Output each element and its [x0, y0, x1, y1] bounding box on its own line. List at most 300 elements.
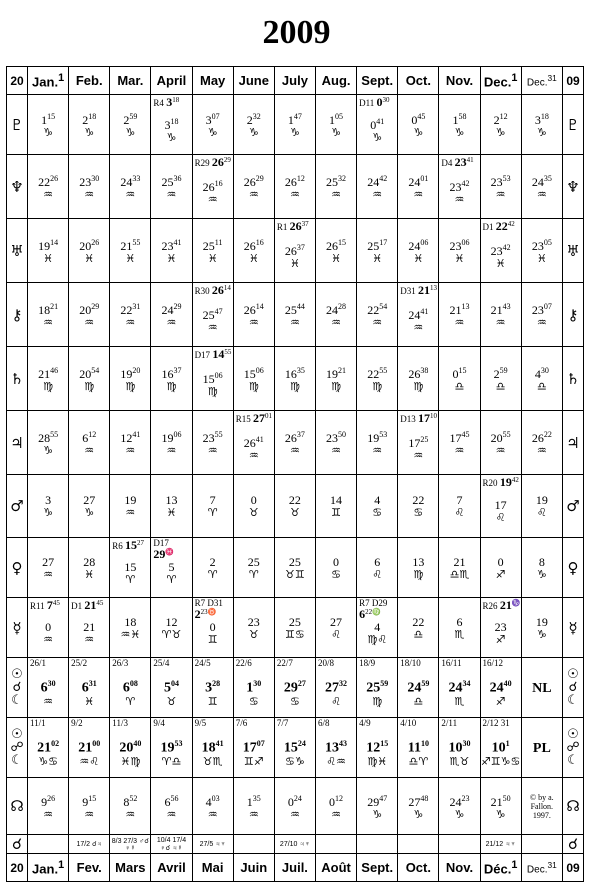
position-value: 13 [165, 493, 178, 507]
cell [398, 778, 439, 835]
sign-glyph: ♋ [331, 567, 341, 581]
position-value: $23^{53}$ [490, 174, 511, 189]
sign-glyph: ♒ [166, 316, 177, 329]
month-header: Mars [110, 854, 151, 882]
aspect-cell [398, 835, 439, 854]
cell [192, 598, 233, 658]
position-value: $23^{50}$ [326, 430, 347, 445]
cell [28, 95, 69, 155]
sign-glyph: ♑ [84, 506, 95, 519]
position-value: 22 [288, 493, 301, 507]
position-value: $21^{43}$ [490, 302, 511, 317]
sign-glyph: ♒ [413, 321, 424, 334]
date-note: 26/1 [30, 658, 47, 668]
sign-glyph: ♒ [84, 316, 95, 329]
sign-glyph: ♒ [207, 444, 218, 457]
position-value: 19 [535, 493, 548, 507]
position-value: $25^{36}$ [161, 174, 182, 189]
position-value: 23 [247, 614, 260, 629]
month-header: Mai [192, 854, 233, 882]
sign-glyph: ♒ [43, 807, 53, 821]
sign-glyph: ♓ [84, 252, 95, 265]
station-note: R7 D31 $2^{23♉}$ [194, 598, 223, 621]
planet-symbol-right: ☿ [563, 598, 584, 658]
sign-glyph: ♒ [43, 188, 53, 201]
sign-glyph: ♈♉ [161, 627, 182, 641]
cell [274, 538, 315, 598]
cell [192, 778, 233, 835]
sign-glyph: ♒ [248, 449, 259, 462]
sign-glyph: ♉♏ [202, 754, 223, 768]
cell [521, 538, 562, 598]
position-value: $15^{06}$ [202, 371, 223, 386]
sign-glyph: ♒ [536, 188, 547, 201]
cell [110, 347, 151, 411]
cell [439, 718, 480, 778]
position-value: $18^{41}$ [201, 739, 224, 756]
sign-glyph: ♈ [207, 567, 218, 581]
sign-glyph: ♏ [454, 627, 465, 641]
position-value: $16^{37}$ [161, 366, 182, 381]
sign-glyph: ♎ [413, 627, 424, 641]
cell [480, 658, 521, 718]
station-note: D1 $21^{45}$ [71, 598, 104, 612]
cell [521, 95, 562, 155]
sign-glyph: ♓ [413, 252, 424, 265]
station-note: R7 D29 $6^{22♍}$ [359, 598, 388, 621]
station-note: R20 $19^{42}$ [482, 475, 519, 489]
cell [315, 475, 356, 538]
planet-symbol-right: ⚷ [563, 283, 584, 347]
aspect-cell [521, 835, 562, 854]
sign-glyph: ♈ [207, 506, 218, 519]
cell [28, 475, 69, 538]
ephemeris-table [6, 66, 584, 882]
position-value: $0^{45}$ [411, 112, 426, 127]
position-value: 3 [45, 493, 52, 507]
sign-glyph: ♒ [372, 188, 383, 201]
cell [69, 598, 110, 658]
date-note: 25/4 [153, 658, 170, 668]
month-header: Nov. [439, 854, 480, 882]
sign-glyph: ♐ [495, 632, 506, 646]
cell [521, 283, 562, 347]
sign-glyph: ♐♊♑♋ [480, 754, 521, 768]
cell [357, 95, 398, 155]
sign-glyph: ♒ [207, 807, 218, 821]
position-value: $29^{47}$ [367, 793, 388, 809]
position-value: $24^{29}$ [161, 302, 182, 317]
cell [398, 658, 439, 718]
cell-label: PL [532, 740, 551, 756]
position-value: $13^{43}$ [325, 739, 348, 756]
position-value: $26^{37}$ [284, 430, 305, 445]
aspect-cell: 8/3 27/3 ♂☌ ♀☿ [110, 835, 151, 854]
position-value: $16^{35}$ [284, 366, 305, 381]
month-header: Nov. [439, 67, 480, 95]
sign-glyph: ♒ [536, 444, 547, 457]
position-value: $19^{53}$ [367, 430, 388, 445]
cell [233, 718, 274, 778]
cell [357, 538, 398, 598]
planet-row-saturn [7, 347, 584, 411]
position-value: $23^{07}$ [531, 302, 552, 317]
cell [521, 778, 562, 835]
month-header: Juin [233, 854, 274, 882]
planet-symbol-right: ♀ [563, 538, 584, 598]
cell [521, 155, 562, 219]
cell [110, 95, 151, 155]
cell [274, 658, 315, 718]
aspect-cell: 10/4 17/4 ♀☌ ♃☿ [151, 835, 192, 854]
cell [233, 95, 274, 155]
position-value: $12^{41}$ [120, 430, 141, 445]
position-value: 7 [209, 493, 216, 507]
date-note: 9/5 [194, 718, 207, 728]
sign-glyph: ♋ [248, 694, 259, 708]
position-value: 21 [453, 554, 466, 569]
cell [357, 411, 398, 475]
cell [192, 658, 233, 718]
position-value: 6 [374, 554, 381, 569]
cell [521, 718, 562, 778]
position-value: 15 [124, 559, 137, 574]
aspect-cell: 27/10 ♃♆ [274, 835, 315, 854]
position-value: $1^{30}$ [246, 679, 262, 696]
cell [274, 219, 315, 283]
position-value: $19^{14}$ [38, 238, 59, 253]
cell [315, 598, 356, 658]
sign-glyph: ♊ [331, 506, 341, 519]
cell [439, 283, 480, 347]
cell-label: © by a. Fallon. 1997. [530, 792, 554, 820]
sign-glyph: ♎ [454, 380, 465, 393]
sign-glyph: ♒ [84, 807, 95, 821]
header-row-bottom [7, 854, 584, 882]
position-value: $26^{22}$ [531, 430, 552, 445]
position-value: 28 [83, 554, 96, 569]
position-value: $6^{30}$ [40, 679, 56, 696]
month-header: Avril [151, 854, 192, 882]
cell [110, 155, 151, 219]
position-value: $6^{12}$ [82, 430, 97, 445]
position-value: $2^{59}$ [493, 366, 508, 381]
cell [28, 411, 69, 475]
sign-glyph: ♓ [125, 252, 136, 265]
cell [192, 538, 233, 598]
sign-glyph: ♍ [125, 380, 136, 393]
sign-glyph: ♋ [289, 694, 300, 708]
month-header: Dec.$^{31}$ [521, 67, 562, 95]
cell [274, 283, 315, 347]
sign-glyph: ♑ [413, 807, 424, 821]
sign-glyph: ♒ [495, 316, 506, 329]
position-value: 0 [333, 554, 340, 569]
position-value: 18 [124, 614, 137, 629]
cell [480, 718, 521, 778]
cell [274, 598, 315, 658]
position-value: $15^{06}$ [243, 366, 264, 381]
position-value: $21^{13}$ [449, 302, 470, 317]
date-note: 26/3 [112, 658, 129, 668]
date-note: 20/8 [317, 658, 334, 668]
position-value: $29^{27}$ [283, 679, 306, 696]
cell [69, 347, 110, 411]
cell-label: NL [532, 680, 552, 696]
month-header: April [151, 67, 192, 95]
sign-glyph: ♏ [454, 694, 465, 708]
sign-glyph: ♈♎ [161, 754, 182, 768]
aspect-cell [233, 835, 274, 854]
cell [521, 658, 562, 718]
planet-row-neptune [7, 155, 584, 219]
sign-glyph: ♉ [166, 694, 177, 708]
sign-glyph: ♍ [331, 380, 341, 393]
sign-glyph: ♒ [43, 632, 53, 646]
sign-glyph: ♐ [495, 694, 506, 708]
sign-glyph: ♒ [248, 807, 259, 821]
sign-glyph: ♓ [84, 567, 95, 581]
planet-symbol-right: ☉ ☌ ☾ [563, 658, 584, 718]
date-note: 7/7 [276, 718, 289, 728]
cell [233, 598, 274, 658]
sign-glyph: ♒ [536, 316, 547, 329]
sign-glyph: ♍ [372, 694, 383, 708]
sign-glyph: ♓ [495, 257, 506, 270]
month-header: July [274, 67, 315, 95]
position-value: $3^{18}$ [534, 112, 549, 127]
position-value: $12^{15}$ [366, 739, 389, 756]
sign-glyph: ♒♌ [79, 754, 100, 768]
cell [439, 155, 480, 219]
cell [151, 347, 192, 411]
cell [69, 411, 110, 475]
planet-symbol-left: ☿ [7, 598, 28, 658]
cell [315, 778, 356, 835]
sign-glyph: ♍ [413, 567, 424, 581]
cell [110, 219, 151, 283]
cell [480, 598, 521, 658]
planet-row-mercury [7, 598, 584, 658]
station-note: R4 $3^{18}$ [153, 95, 180, 109]
date-note: 25/2 [71, 658, 88, 668]
position-value: 27 [83, 493, 96, 507]
position-value: $8^{52}$ [123, 793, 138, 809]
position-value: $3^{28}$ [205, 679, 221, 696]
planet-symbol-left: ☊ [7, 778, 28, 835]
position-value: $4^{30}$ [534, 366, 549, 381]
cell [357, 718, 398, 778]
position-value: $25^{17}$ [367, 238, 388, 253]
cell [233, 658, 274, 718]
station-note: R1 $26^{37}$ [276, 219, 309, 233]
station-note: R30 $26^{14}$ [194, 283, 231, 297]
cell [233, 283, 274, 347]
sign-glyph: ♎♈ [408, 754, 429, 768]
position-value: $21^{46}$ [38, 366, 59, 381]
month-header: Mar. [110, 67, 151, 95]
cell [439, 411, 480, 475]
position-value: $21^{55}$ [120, 238, 141, 253]
cell [315, 347, 356, 411]
sign-glyph: ♒ [331, 444, 341, 457]
position-value: $1^{47}$ [287, 112, 302, 127]
aspect-symbol-left: ☌ [7, 835, 28, 854]
cell [398, 598, 439, 658]
sign-glyph: ♍ [43, 380, 53, 393]
planet-symbol-left: ♀ [7, 538, 28, 598]
cell [274, 95, 315, 155]
sign-glyph: ♓ [166, 506, 177, 519]
aspect-row [7, 835, 584, 854]
cell [480, 347, 521, 411]
cell [69, 658, 110, 718]
sign-glyph: ♒ [413, 188, 424, 201]
cell [274, 718, 315, 778]
cell [480, 219, 521, 283]
cell [151, 475, 192, 538]
position-value: $22^{55}$ [367, 366, 388, 381]
cell [315, 658, 356, 718]
position-value: $26^{41}$ [243, 435, 264, 450]
sign-glyph: ♊♋ [285, 627, 305, 641]
position-value: $26^{12}$ [284, 174, 305, 189]
planet-symbol-left: ♇ [7, 95, 28, 155]
sign-glyph: ♎ [495, 380, 506, 393]
position-value: $26^{15}$ [326, 238, 347, 253]
cell [315, 95, 356, 155]
sign-glyph: ♍ [84, 380, 95, 393]
position-value: $24^{23}$ [449, 793, 470, 809]
station-note: D11 $0^{30}$ [359, 95, 390, 109]
position-value: 6 [456, 614, 463, 629]
position-value: $22^{26}$ [38, 174, 59, 189]
position-value: $24^{41}$ [408, 307, 429, 322]
cell [480, 778, 521, 835]
month-header: Dec.$^1$ [480, 67, 521, 95]
aspect-cell [28, 835, 69, 854]
station-note: D17 $14^{55}$ [194, 347, 232, 361]
sign-glyph: ♑ [84, 126, 95, 139]
position-value: 22 [412, 493, 425, 507]
position-value: $27^{48}$ [408, 793, 429, 809]
cell [192, 95, 233, 155]
position-value: 4 [374, 493, 381, 507]
cell [110, 718, 151, 778]
header-year-right: 09 [563, 67, 584, 95]
cell [357, 658, 398, 718]
cell [192, 718, 233, 778]
cell [233, 219, 274, 283]
month-header: Sept. [357, 67, 398, 95]
position-value: $22^{54}$ [367, 302, 388, 317]
date-note: 2/12 31 [482, 718, 510, 728]
aspect-symbol-right: ☌ [563, 835, 584, 854]
position-value: $23^{41}$ [161, 238, 182, 253]
position-value: $17^{45}$ [449, 430, 470, 445]
sign-glyph: ♑ [43, 126, 53, 139]
position-value: $24^{59}$ [407, 679, 430, 696]
position-value: $26^{37}$ [284, 243, 305, 258]
sign-glyph: ♓ [454, 252, 465, 265]
cell [233, 347, 274, 411]
cell [233, 155, 274, 219]
sign-glyph: ♑ [166, 131, 177, 144]
position-value: $23^{42}$ [449, 179, 470, 194]
cell [398, 347, 439, 411]
position-value: $24^{40}$ [489, 679, 512, 696]
sign-glyph: ♍ [289, 380, 300, 393]
position-value: $1^{35}$ [246, 793, 261, 809]
position-value: 17 [494, 498, 507, 512]
cell [69, 219, 110, 283]
date-note: 4/9 [359, 718, 371, 728]
position-value: 0 [45, 619, 52, 634]
position-value: $1^{05}$ [329, 112, 344, 127]
sign-glyph: ♌ [454, 506, 465, 519]
position-value: $25^{59}$ [366, 679, 389, 696]
cell [28, 347, 69, 411]
planet-row-venus [7, 538, 584, 598]
sign-glyph: ♈ [125, 694, 136, 708]
cell [151, 155, 192, 219]
position-value: $27^{32}$ [325, 679, 348, 696]
cell [439, 475, 480, 538]
sign-glyph: ♈ [125, 572, 136, 586]
position-value: $19^{21}$ [326, 366, 347, 381]
position-value: $2^{32}$ [246, 112, 261, 127]
position-value: $11^{10}$ [407, 739, 429, 756]
sign-glyph: ♒ [454, 193, 465, 206]
position-value: 7 [456, 493, 463, 507]
sign-glyph: ♑♋ [38, 754, 58, 768]
station-note: D13 $17^{10}$ [400, 411, 438, 425]
planet-row-pluto [7, 95, 584, 155]
sign-glyph: ♒ [495, 444, 506, 457]
sign-glyph: ♍♌ [367, 632, 388, 646]
sign-glyph: ♓ [331, 252, 341, 265]
position-value: 5 [168, 559, 175, 574]
sign-glyph: ♑ [372, 807, 383, 821]
cell [192, 155, 233, 219]
sign-glyph: ♊ [207, 632, 218, 646]
cell [439, 538, 480, 598]
cell [28, 219, 69, 283]
sign-glyph: ♑ [207, 126, 218, 139]
cell [357, 347, 398, 411]
aspect-cell [357, 835, 398, 854]
station-note: R11 $7^{45}$ [30, 598, 60, 612]
position-value: $21^{50}$ [490, 793, 511, 809]
cell [521, 219, 562, 283]
cell [480, 411, 521, 475]
sign-glyph: ♋ [372, 506, 383, 519]
sign-glyph: ♑ [413, 126, 424, 139]
sign-glyph: ♒ [166, 444, 177, 457]
sign-glyph: ♒ [331, 316, 341, 329]
cell [398, 219, 439, 283]
station-note: D1 $22^{42}$ [482, 219, 515, 233]
sign-glyph: ♓ [84, 694, 95, 708]
month-header: Oct. [398, 854, 439, 882]
position-value: $25^{44}$ [284, 302, 305, 317]
sign-glyph: ♌ [372, 567, 383, 581]
sign-glyph: ♒ [207, 321, 218, 334]
sign-glyph: ♑ [454, 807, 465, 821]
month-header: Jan.$^1$ [28, 854, 69, 882]
sign-glyph: ♑ [495, 807, 506, 821]
cell [28, 658, 69, 718]
